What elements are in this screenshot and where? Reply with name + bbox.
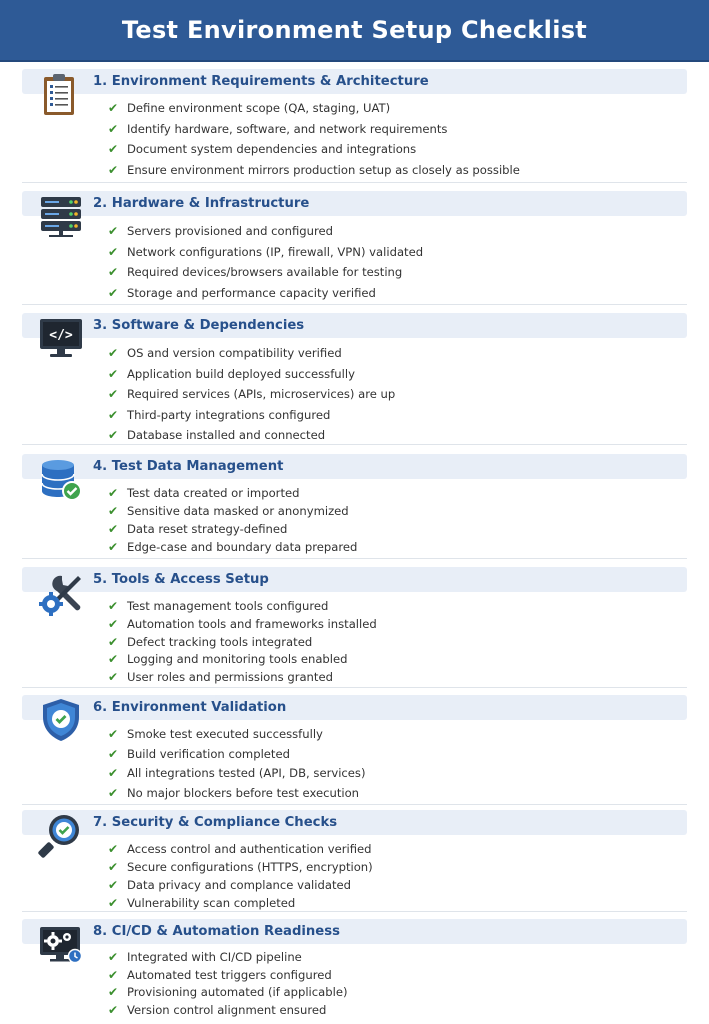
checkmark-icon: ✔ — [108, 860, 119, 874]
checkmark-icon: ✔ — [108, 101, 119, 115]
checklist-item: ✔ Build verification completed — [108, 745, 366, 765]
checklist-item: ✔ Test data created or imported — [108, 486, 300, 500]
checklist — [108, 840, 373, 912]
checklist-item: ✔ Integrated with CI/CD pipeline — [108, 949, 348, 967]
checkmark-icon: ✔ — [108, 142, 119, 156]
checkmark-icon: ✔ — [108, 950, 119, 964]
checklist-item: ✔ Secure configurations (HTTPS, encryption) — [108, 860, 373, 874]
checklist — [108, 725, 366, 803]
checklist-item: ✔ No major blockers before test execution — [108, 784, 366, 804]
checkmark-icon: ✔ — [108, 346, 119, 360]
checklist-item: ✔ Required devices/browsers available for testing — [108, 262, 423, 283]
monitor-gears-icon — [38, 921, 84, 967]
section-title: 7. Security & Compliance Checks — [93, 815, 338, 830]
checkmark-icon: ✔ — [108, 407, 119, 422]
divider — [22, 182, 687, 183]
checkmark-icon: ✔ — [108, 985, 119, 999]
clipboard-checklist-icon — [38, 72, 84, 118]
code-monitor-icon — [38, 315, 84, 361]
checklist-item: ✔ Define environment scope (QA, staging, UAT) — [108, 98, 520, 119]
checkmark-icon: ✔ — [108, 224, 119, 238]
checkmark-icon: ✔ — [108, 387, 119, 401]
checkmark-icon: ✔ — [108, 428, 119, 442]
checklist-item: ✔ Required services (APIs, microservices) are up — [108, 384, 395, 405]
checklist-item: ✔ Ensure environment mirrors production setup as closely as possible — [108, 160, 520, 181]
checkmark-icon: ✔ — [108, 727, 119, 741]
section-title: 8. CI/CD & Automation Readiness — [93, 924, 340, 939]
checklist-item: ✔ Data reset strategy-defined — [108, 522, 288, 536]
checklist-item: ✔ All integrations tested (API, DB, services) — [108, 764, 366, 784]
checklist-item: ✔ Smoke test executed successfully — [108, 725, 366, 745]
checklist — [108, 598, 377, 687]
checklist-item: ✔ Vulnerability scan completed — [108, 896, 296, 910]
page-title: Test Environment Setup Checklist — [121, 16, 588, 44]
checkmark-icon: ✔ — [108, 634, 119, 649]
checklist-item: ✔ Provisioning automated (if applicable) — [108, 984, 348, 1002]
checkmark-icon: ✔ — [108, 486, 119, 500]
checklist-item: ✔ Third-party integrations configured — [108, 405, 395, 426]
checklist-item: ✔ Storage and performance capacity verified — [108, 283, 423, 304]
divider — [22, 444, 687, 445]
checkmark-icon: ✔ — [108, 842, 119, 856]
magnifier-check-icon — [38, 812, 84, 858]
checklist-item: ✔ OS and version compatibility verified — [108, 343, 395, 364]
section-title: 2. Hardware & Infrastructure — [93, 196, 310, 211]
checkmark-icon: ✔ — [108, 121, 119, 136]
shield-check-icon — [38, 697, 84, 743]
divider — [22, 687, 687, 688]
checkmark-icon: ✔ — [108, 244, 119, 259]
checklist-item: ✔ Access control and authentication verified — [108, 842, 372, 856]
checkmark-icon: ✔ — [108, 1002, 119, 1017]
wrench-gear-icon — [38, 570, 84, 616]
checklist — [108, 949, 348, 1019]
checklist-item: ✔ Sensitive data masked or anonymized — [108, 504, 349, 518]
checklist-item: ✔ Servers provisioned and configured — [108, 221, 423, 242]
checkmark-icon: ✔ — [108, 599, 119, 613]
section-title: 6. Environment Validation — [93, 700, 287, 715]
checkmark-icon: ✔ — [108, 265, 119, 279]
checklist-item: ✔ Application build deployed successfully — [108, 364, 395, 385]
svg-text:</>: </> — [49, 328, 73, 343]
checkmark-icon: ✔ — [108, 896, 119, 910]
checklist-item: ✔ Edge-case and boundary data prepared — [108, 540, 358, 554]
checklist — [108, 221, 423, 303]
checklist-item: ✔ User roles and permissions granted — [108, 669, 377, 687]
section-title: 5. Tools & Access Setup — [93, 572, 269, 587]
checkmark-icon: ✔ — [108, 366, 119, 381]
section-title: 1. Environment Requirements & Architecture — [93, 74, 429, 89]
checkmark-icon: ✔ — [108, 540, 119, 554]
server-icon — [38, 193, 84, 239]
checkmark-icon: ✔ — [108, 967, 119, 982]
checklist-item: ✔ Data privacy and complance validated — [108, 878, 351, 892]
checkmark-icon: ✔ — [108, 504, 119, 518]
checklist — [108, 484, 357, 556]
checklist-item: ✔ Defect tracking tools integrated — [108, 634, 377, 652]
checkmark-icon: ✔ — [108, 766, 119, 780]
page-header — [0, 0, 709, 62]
checklist-item: ✔ Database installed and connected — [108, 425, 395, 446]
checkmark-icon: ✔ — [108, 785, 119, 800]
checklist-item: ✔ Identify hardware, software, and network requirements — [108, 119, 520, 140]
divider — [22, 304, 687, 305]
checklist-item: ✔ Network configurations (IP, firewall, VPN) validated — [108, 242, 423, 263]
checklist-item: ✔ Automation tools and frameworks installed — [108, 616, 377, 634]
checklist-item: ✔ Logging and monitoring tools enabled — [108, 651, 377, 669]
database-check-icon — [38, 457, 84, 503]
checklist-item: ✔ Version control alignment ensured — [108, 1002, 348, 1020]
checkmark-icon: ✔ — [108, 746, 119, 761]
divider — [22, 558, 687, 559]
divider — [22, 804, 687, 805]
checkmark-icon: ✔ — [108, 285, 119, 300]
checklist-item: ✔ Automated test triggers configured — [108, 967, 348, 985]
section-title: 3. Software & Dependencies — [93, 318, 305, 333]
checklist — [108, 98, 520, 180]
checkmark-icon: ✔ — [108, 878, 119, 892]
section-title: 4. Test Data Management — [93, 459, 284, 474]
divider — [22, 911, 687, 912]
checklist — [108, 343, 395, 446]
checkmark-icon: ✔ — [108, 522, 119, 536]
checklist-item: ✔ Document system dependencies and integrations — [108, 139, 520, 160]
checkmark-icon: ✔ — [108, 670, 119, 685]
checkmark-icon: ✔ — [108, 162, 119, 177]
checklist-item: ✔ Test management tools configured — [108, 598, 377, 616]
checkmark-icon: ✔ — [108, 616, 119, 631]
checkmark-icon: ✔ — [108, 652, 119, 667]
